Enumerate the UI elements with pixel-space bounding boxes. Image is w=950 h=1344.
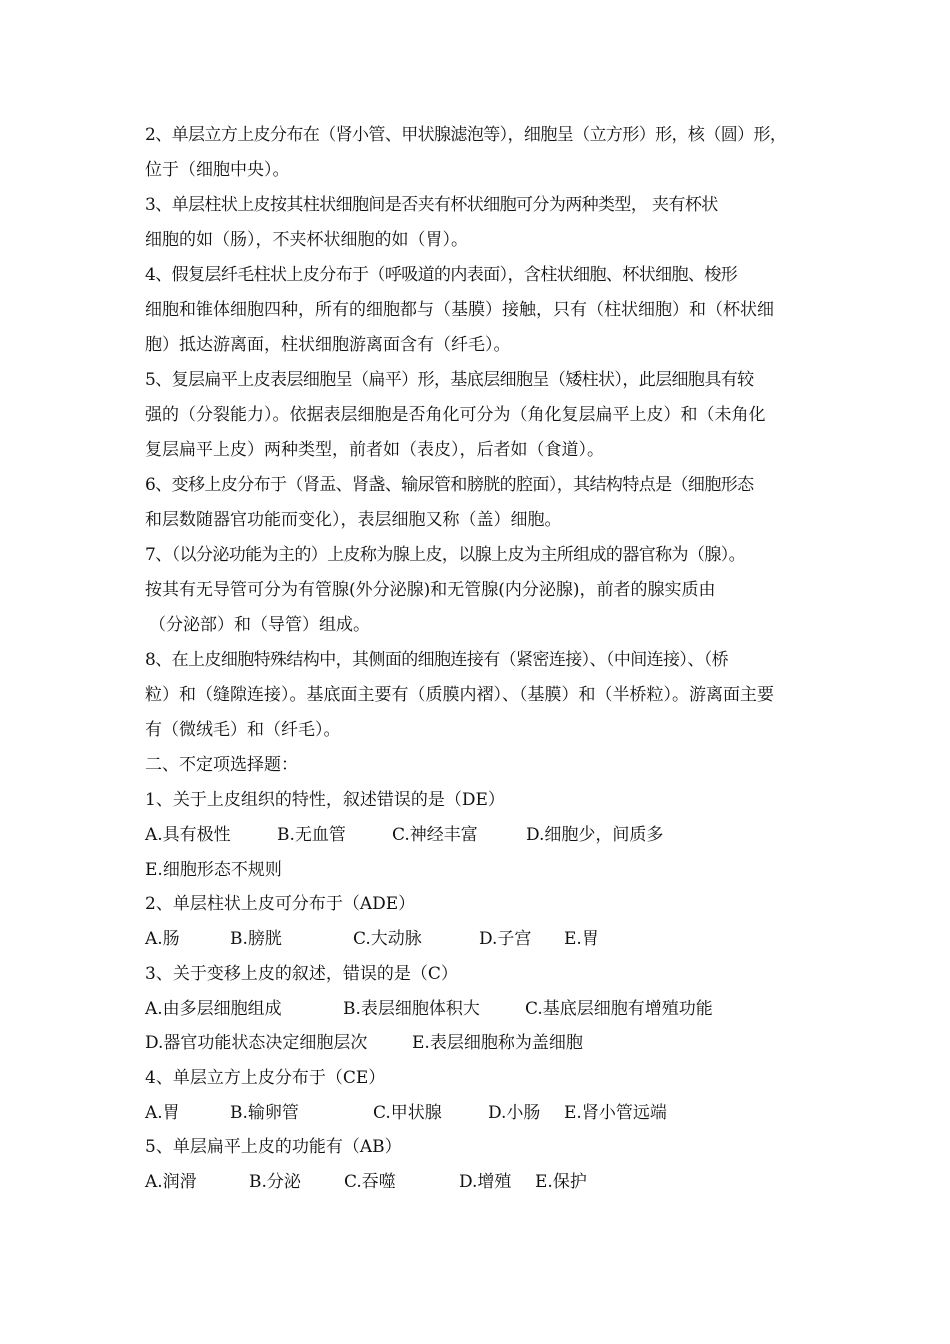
question-line: 按其有无导管可分为有管腺(外分泌腺)和无管腺(内分泌腺)，前者的腺实质由 [145, 580, 716, 600]
answer-option: C.神经丰富 [392, 825, 478, 845]
question-stem: 4、单层立方上皮分布于（CE） [145, 1067, 386, 1088]
question-stem: 5、单层扁平上皮的功能有（AB） [145, 1137, 402, 1157]
question-stem: 2、单层柱状上皮可分布于（ADE） [145, 894, 416, 914]
options-row [145, 922, 825, 957]
answer-option: D.子宫 [479, 929, 532, 949]
document-page [145, 118, 825, 1200]
options-row [145, 992, 825, 1027]
answer-option: E.肾小管远端 [564, 1102, 667, 1123]
question-q8 [145, 643, 825, 748]
question-q6 [145, 468, 825, 538]
question-line: 3、单层柱状上皮按其柱状细胞间是否夹有杯状细胞可分为两种类型， 夹有杯状 [145, 195, 718, 215]
answer-option: C.吞噬 [344, 1172, 396, 1192]
answer-option: B.表层细胞体积大 [343, 998, 480, 1019]
answer-option: A.胃 [145, 1102, 180, 1123]
options-row [145, 818, 825, 853]
answer-option: A.润滑 [145, 1172, 197, 1192]
answer-option: B.无血管 [277, 825, 346, 845]
question-line: 和层数随器官功能而变化），表层细胞又称（盖）细胞。 [145, 510, 562, 530]
answer-option: D.小肠 [488, 1102, 541, 1123]
answer-option: A.肠 [145, 929, 180, 949]
question-q3 [145, 188, 825, 258]
question-q5 [145, 363, 825, 468]
question-line: 有（微绒毛）和（纤毛）。 [145, 720, 341, 740]
question-line: 4、假复层纤毛柱状上皮分布于（呼吸道的内表面），含柱状细胞、杯状细胞、梭形 [145, 265, 738, 285]
answer-option: C.甲状腺 [373, 1102, 442, 1123]
question-line: 复层扁平上皮）两种类型，前者如（表皮），后者如（食道）。 [145, 440, 604, 460]
options-row [145, 1026, 825, 1061]
question-line: （分泌部）和（导管）组成。 [149, 615, 370, 635]
question-q7 [145, 538, 825, 643]
answer-option: C.大动脉 [353, 929, 422, 949]
question-stem: 1、关于上皮组织的特性，叙述错误的是（DE） [145, 790, 505, 810]
question-line: 细胞和锥体细胞四种，所有的细胞都与（基膜）接触，只有（柱状细胞）和（杯状细 [145, 300, 774, 320]
question-line: 位于（细胞中央）。 [145, 160, 290, 180]
answer-option: D.器官功能状态决定细胞层次 [145, 1033, 368, 1053]
options-row [145, 1165, 825, 1200]
question-line: 8、在上皮细胞特殊结构中，其侧面的细胞连接有（紧密连接）、（中间连接）、（桥 [145, 650, 729, 670]
fill-in-blank-section [145, 118, 825, 748]
mcq-question [145, 887, 825, 957]
answer-option: D.细胞少，间质多 [526, 825, 664, 845]
question-line: 胞）抵达游离面，柱状细胞游离面含有（纤毛）。 [145, 335, 511, 355]
answer-option: E.保护 [535, 1172, 587, 1192]
answer-option: A.具有极性 [145, 825, 231, 845]
answer-option: E.胃 [564, 929, 599, 949]
mcq-question [145, 1130, 825, 1200]
options-row [145, 853, 825, 888]
question-q4 [145, 258, 825, 363]
answer-option: A.由多层细胞组成 [145, 998, 282, 1019]
answer-option: E.细胞形态不规则 [145, 859, 282, 880]
section-title: 二、不定项选择题： [145, 755, 298, 775]
answer-option: C.基底层细胞有增殖功能 [525, 998, 713, 1019]
question-stem: 3、关于变移上皮的叙述，错误的是（C） [145, 963, 458, 984]
question-line: 7、（以分泌功能为主的）上皮称为腺上皮，以腺上皮为主所组成的器官称为（腺）。 [145, 545, 746, 565]
question-line: 细胞的如（肠），不夹杯状细胞的如（胃）。 [145, 230, 468, 250]
question-line: 强的（分裂能力）。依据表层细胞是否角化可分为（角化复层扁平上皮）和（未角化 [145, 405, 766, 425]
answer-option: B.膀胱 [230, 929, 282, 949]
options-row [145, 1096, 825, 1131]
answer-option: B.分泌 [249, 1172, 301, 1192]
multiple-choice-section [145, 783, 825, 1200]
question-q2 [145, 118, 825, 188]
question-line: 6、变移上皮分布于（肾盂、肾盏、输尿管和膀胱的腔面），其结构特点是（细胞形态 [145, 475, 754, 495]
question-line: 粒）和（缝隙连接）。基底面主要有（质膜内褶）、（基膜）和（半桥粒）。游离面主要 [145, 685, 774, 705]
answer-option: D.增殖 [459, 1172, 512, 1192]
answer-option: B.输卵管 [230, 1102, 299, 1123]
mcq-question [145, 783, 825, 887]
answer-option: E.表层细胞称为盖细胞 [412, 1033, 583, 1053]
question-line: 5、复层扁平上皮表层细胞呈（扁平）形，基底层细胞呈（矮柱状），此层细胞具有较 [145, 370, 754, 390]
mcq-question [145, 1061, 825, 1131]
mcq-question [145, 957, 825, 1061]
question-line: 2、单层立方上皮分布在（肾小管、甲状腺滤泡等），细胞呈（立方形）形，核（圆）形， [145, 125, 787, 145]
